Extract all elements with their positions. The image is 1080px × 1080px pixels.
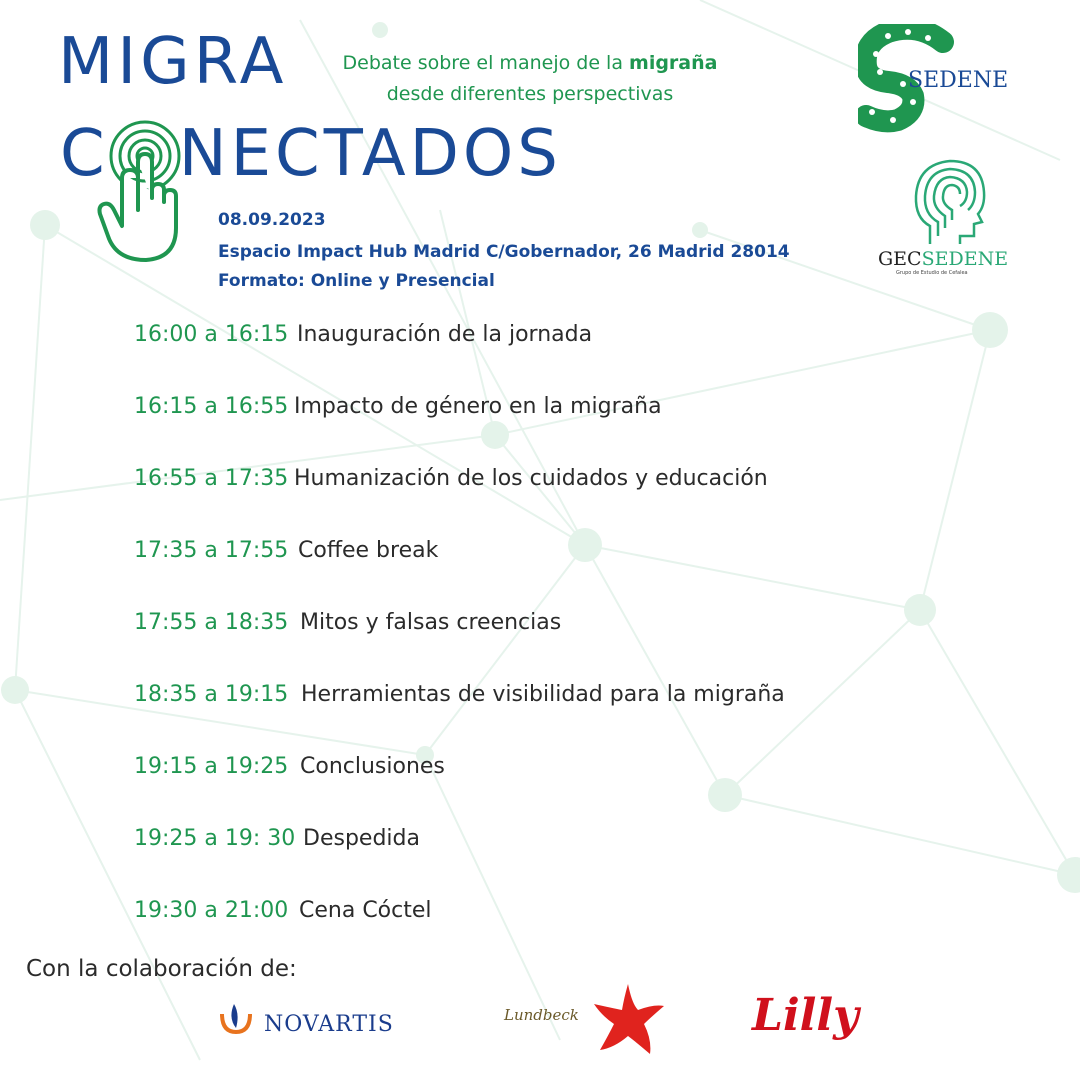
subtitle-bold: migraña [629, 52, 718, 74]
agenda-time: 16:15 a 16:55 [134, 394, 289, 419]
agenda-time: 19:30 a 21:00 [134, 898, 289, 923]
agenda-item [134, 394, 662, 419]
agenda-item [134, 466, 768, 491]
agenda-time: 18:35 a 19:15 [134, 682, 289, 707]
subtitle-line2: desde diferentes perspectivas [386, 83, 674, 105]
title-letter-c: C [60, 117, 109, 191]
collaboration-label: Con la colaboración de: [26, 956, 297, 982]
agenda-time: 19:15 a 19:25 [134, 754, 289, 779]
gec-logo-part2: SEDENE [921, 248, 1009, 270]
gec-head-icon [910, 156, 990, 248]
subtitle-text: Debate sobre el manejo de la [342, 52, 630, 74]
agenda-topic: Herramientas de visibilidad para la migraña [301, 682, 785, 707]
event-format: Formato: Online y Presencial [218, 271, 495, 291]
title-rest: NECTADOS [178, 117, 562, 191]
agenda-time: 19:25 a 19: 30 [134, 826, 296, 851]
gec-subtitle: Grupo de Estudio de Cefalea [896, 270, 968, 276]
agenda-topic: Impacto de género en la migraña [294, 394, 662, 419]
lilly-logo: Lilly [752, 990, 859, 1041]
event-subtitle [310, 48, 750, 110]
agenda-item [134, 322, 593, 347]
agenda-time: 17:55 a 18:35 [134, 610, 289, 635]
agenda-topic: Humanización de los cuidados y educación [294, 466, 768, 491]
lundbeck-logo: Lundbeck [504, 1006, 579, 1024]
agenda-topic: Inauguración de la jornada [297, 322, 593, 347]
lundbeck-starfish-icon [592, 980, 666, 1056]
agenda-topic: Mitos y falsas creencias [300, 610, 562, 635]
agenda-item [134, 898, 432, 923]
agenda-topic: Despedida [303, 826, 420, 851]
event-title-line1: MIGRA [58, 25, 288, 99]
touch-hand-icon [90, 118, 190, 268]
agenda-item [134, 826, 420, 851]
agenda-time: 17:35 a 17:55 [134, 538, 289, 563]
agenda-item [134, 682, 785, 707]
agenda-topic: Coffee break [298, 538, 439, 563]
gec-sedene-logo [878, 248, 1008, 270]
agenda-item [134, 610, 562, 635]
agenda-item [134, 538, 439, 563]
novartis-flame-icon [218, 1000, 254, 1036]
agenda-topic: Cena Cóctel [299, 898, 432, 923]
agenda-time: 16:00 a 16:15 [134, 322, 289, 347]
agenda-time: 16:55 a 17:35 [134, 466, 289, 491]
agenda-topic: Conclusiones [300, 754, 445, 779]
sedene-logo: SEDENE [908, 68, 1009, 93]
event-venue: Espacio Impact Hub Madrid C/Gobernador, 26 Madrid 28014 [218, 242, 790, 262]
agenda-item [134, 754, 445, 779]
gec-logo-part1: GEC [878, 248, 922, 270]
event-date: 08.09.2023 [218, 210, 326, 230]
novartis-logo: NOVARTIS [264, 1012, 394, 1037]
